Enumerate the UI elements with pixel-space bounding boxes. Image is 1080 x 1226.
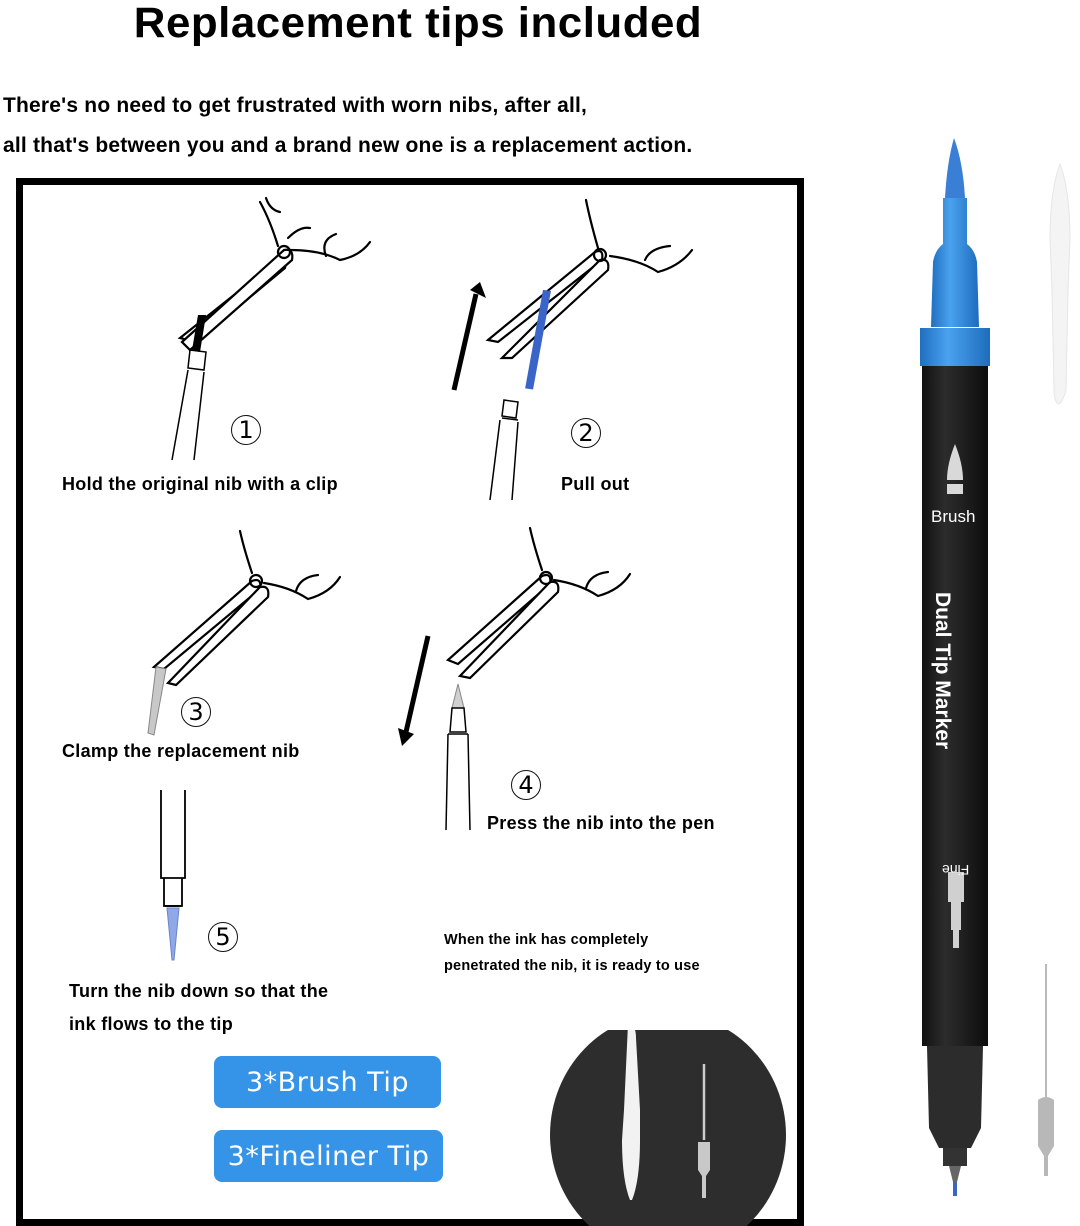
step-number-4: 4 (511, 770, 541, 800)
intro-line-1: There's no need to get frustrated with worn nibs, after all, (3, 94, 588, 117)
ready-note-line-1: When the ink has completely (444, 932, 649, 948)
pen-nib-down-illustration (150, 790, 200, 965)
tweezers-pulling-nib-illustration (440, 190, 710, 500)
dual-tip-marker-product-image (905, 132, 1005, 1202)
step-5-label-line-2: ink flows to the tip (69, 1014, 233, 1034)
tweezers-holding-nib-illustration (160, 190, 380, 465)
replacement-tips-photo (550, 1030, 790, 1226)
step-5-label-line-1: Turn the nib down so that the (69, 981, 329, 1001)
loose-fine-nib-image (1030, 960, 1070, 1190)
intro-line-2: all that's between you and a brand new one is a replacement action. (3, 134, 693, 157)
tweezers-clamping-nib-illustration (140, 525, 360, 745)
fineliner-tip-badge: 3*Fineliner Tip (214, 1130, 443, 1182)
fine-label: Fine (942, 862, 970, 878)
ready-note-line-2: penetrated the nib, it is ready to use (444, 958, 700, 974)
step-1-label: Hold the original nib with a clip (62, 474, 338, 494)
step-number-3: 3 (181, 697, 211, 727)
step-3-label: Clamp the replacement nib (62, 741, 300, 761)
brand-text: Dual Tip Marker (931, 592, 954, 750)
page-title: Replacement tips included (133, 0, 703, 47)
loose-brush-nib-image (1040, 160, 1080, 410)
step-4-label: Press the nib into the pen (487, 813, 715, 833)
step-number-5: 5 (208, 922, 238, 952)
brush-tip-badge: 3*Brush Tip (214, 1056, 441, 1108)
step-2-label: Pull out (561, 474, 630, 494)
step-number-2: 2 (571, 418, 601, 448)
step-number-1: 1 (231, 415, 261, 445)
brush-label: Brush (931, 507, 976, 526)
